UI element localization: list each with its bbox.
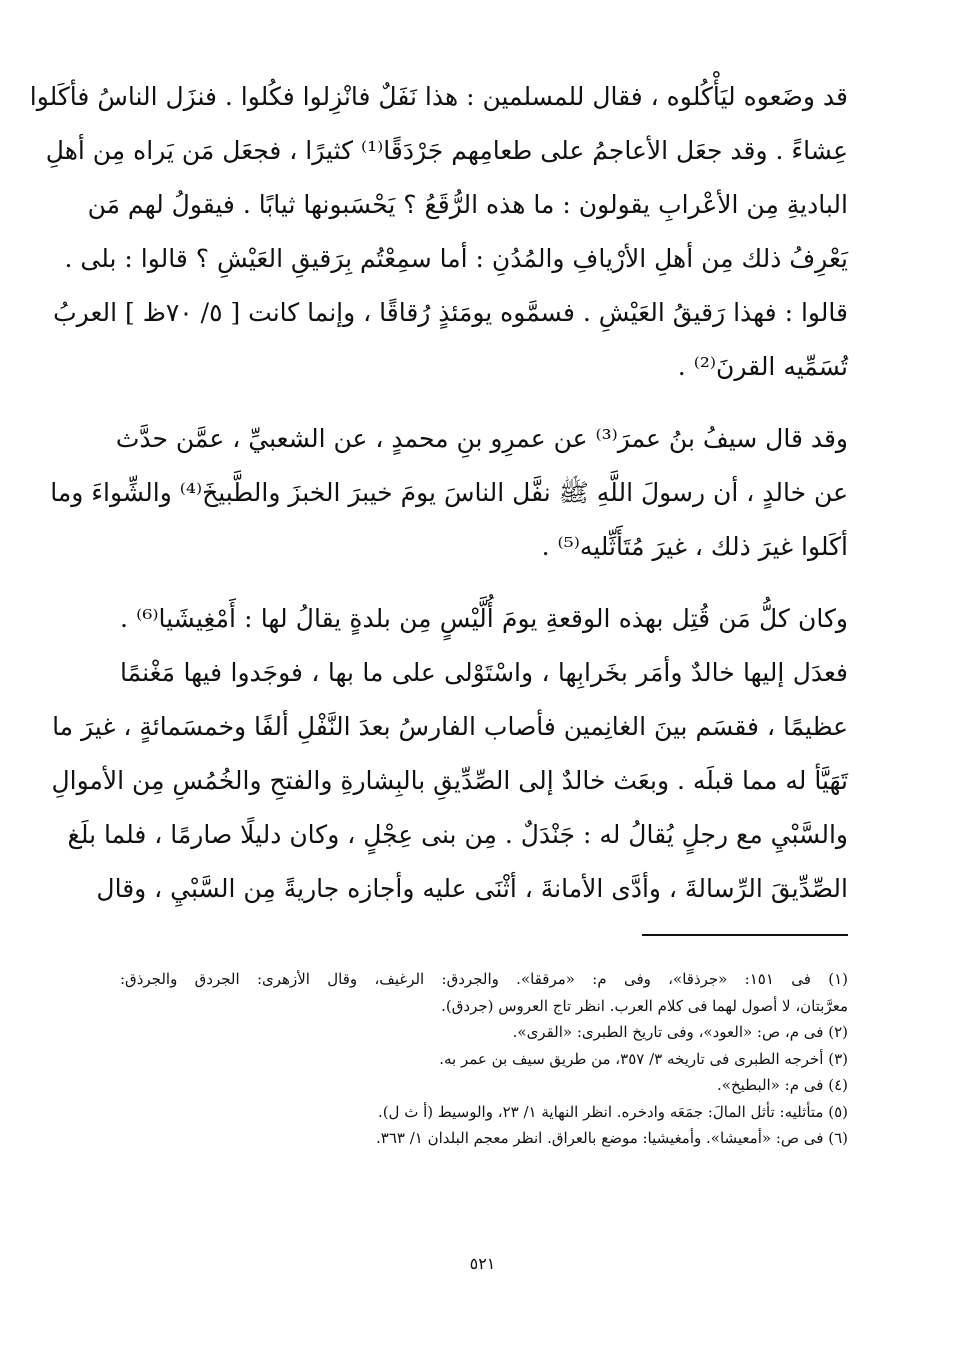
text-line: يَعْرِفُ ذلك مِن أهلِ الأرْيافِ والمُدُنِ : أما سمِعْتُم بِرَقيقِ العَيْشِ ؟ قالوا : بلى . xyxy=(64,244,848,273)
footnote-line: معرَّبتان، لا أصول لهما فى كلام العرب. انظر تاج العروس (جردق). xyxy=(441,996,848,1015)
text-line: تُسَمِّيه القرنَ⁽²⁾ . xyxy=(677,352,848,381)
text-line: وكان كلُّ مَن قُتِل بهذه الوقعةِ يومَ أُلَّيْسٍ مِن بلدةٍ يقالُ لها : أَمْغِيشَيا⁽⁶⁾ . xyxy=(120,604,848,633)
footnote-line: (٦) فى ص: «أمعيشا». وأمغيشيا: موضع بالعراق. انظر معجم البلدان ١/ ٣٦٣. xyxy=(376,1129,848,1147)
text-line: عظيمًا ، فقسَم بينَ الغانِمين فأصاب الفارسُ بعدَ النَّفْلِ ألفًا وخمسَمائةٍ ، غيرَ ما xyxy=(52,712,848,741)
text-line: الباديةِ مِن الأعْرابِ يقولون : ما هذه الرُّقَعُ ؟ يَحْسَبونها ثيابًا . فيقولُ لهم مَن xyxy=(87,190,848,219)
text-line: والسَّبْيِ مع رجلٍ يُقالُ له : جَنْدَلٌ . مِن بنى عِجْلٍ ، وكان دليلًا صارمًا ، فلما بلَغ xyxy=(67,820,848,849)
text-line: قد وضَعوه ليَأْكُلوه ، فقال للمسلمين : هذا نَفَلٌ فانْزِلوا فكُلوا . فنزَل الناسُ فأكَلوا xyxy=(29,82,848,111)
text-line: عن خالدٍ ، أن رسولَ اللَّهِ ﷺ نفَّل الناسَ يومَ خيبرَ الخبزَ والطَّبيخَ⁽⁴⁾ والشِّواءَ وما xyxy=(50,478,848,507)
text-line: الصِّدِّيقَ الرِّسالةَ ، وأدَّى الأمانةَ ، أثْنَى عليه وأجازه جاريةً مِن السَّبْيِ ، وقال xyxy=(96,874,848,903)
text-line: وقد قال سيفُ بنُ عمرَ⁽³⁾ عن عمرِو بنِ محمدٍ ، عن الشعبيِّ ، عمَّن حدَّث xyxy=(115,424,848,453)
text-line: فعدَل إليها خالدٌ وأمَر بخَرابِها ، واسْتَوْلى على ما بها ، فوجَدوا فيها مَغْنمًا xyxy=(120,658,848,687)
footnote-line: (٥) متأثليه: تأثل المالَ: جمَعَه وادخره. انظر النهاية ١/ ٢٣، والوسيط (أ ث ل). xyxy=(377,1102,848,1121)
paragraph-gap xyxy=(120,394,848,412)
footnotes xyxy=(120,966,848,1152)
footnote-divider xyxy=(642,934,848,936)
text-line: أكَلوا غيرَ ذلك ، غيرَ مُتَأَثِّليه⁽⁵⁾ . xyxy=(541,532,848,561)
text-line: عِشاءً . وقد جعَل الأعاجمُ على طعامِهم جَرْدَقًا⁽¹⁾ كثيرًا ، فجعَل مَن يَراه مِن أهلِ xyxy=(45,136,848,165)
footnote-line: (٢) فى م، ص: «العود»، وفى تاريخ الطبرى: «القرى». xyxy=(512,1023,848,1041)
footnote-line: (١) فى ١٥١: «جرذقا»، وفى م: «مرققا». والجردق: الرغيف، وقال الأزهرى: الجردق والجرذق: xyxy=(120,970,849,988)
text-line: قالوا : فهذا رَقيقُ العَيْشِ . فسمَّوه يومَئذٍ رُقاقًا ، وإنما كانت [ ٥/ ٧٠ظ ] العربُ xyxy=(53,298,848,327)
paragraph-2 xyxy=(50,412,848,574)
footnote-line: (٣) أخرجه الطبرى فى تاريخه ٣/ ٣٥٧، من طريق سيف بن عمر به. xyxy=(439,1049,848,1068)
main-text xyxy=(29,70,848,916)
page-number: ٥٢١ xyxy=(469,1254,496,1273)
footnote-line: (٤) فى م: «البطيخ». xyxy=(717,1076,848,1094)
paragraph-1 xyxy=(29,70,848,394)
text-line: تَهَيَّأ له مما قبلَه . وبعَث خالدٌ إلى الصِّدِّيقِ بالبِشارةِ والفتحِ والخُمُسِ مِن الأموالِ xyxy=(51,766,848,795)
paragraph-gap xyxy=(120,574,848,592)
paragraph-3 xyxy=(51,592,848,916)
